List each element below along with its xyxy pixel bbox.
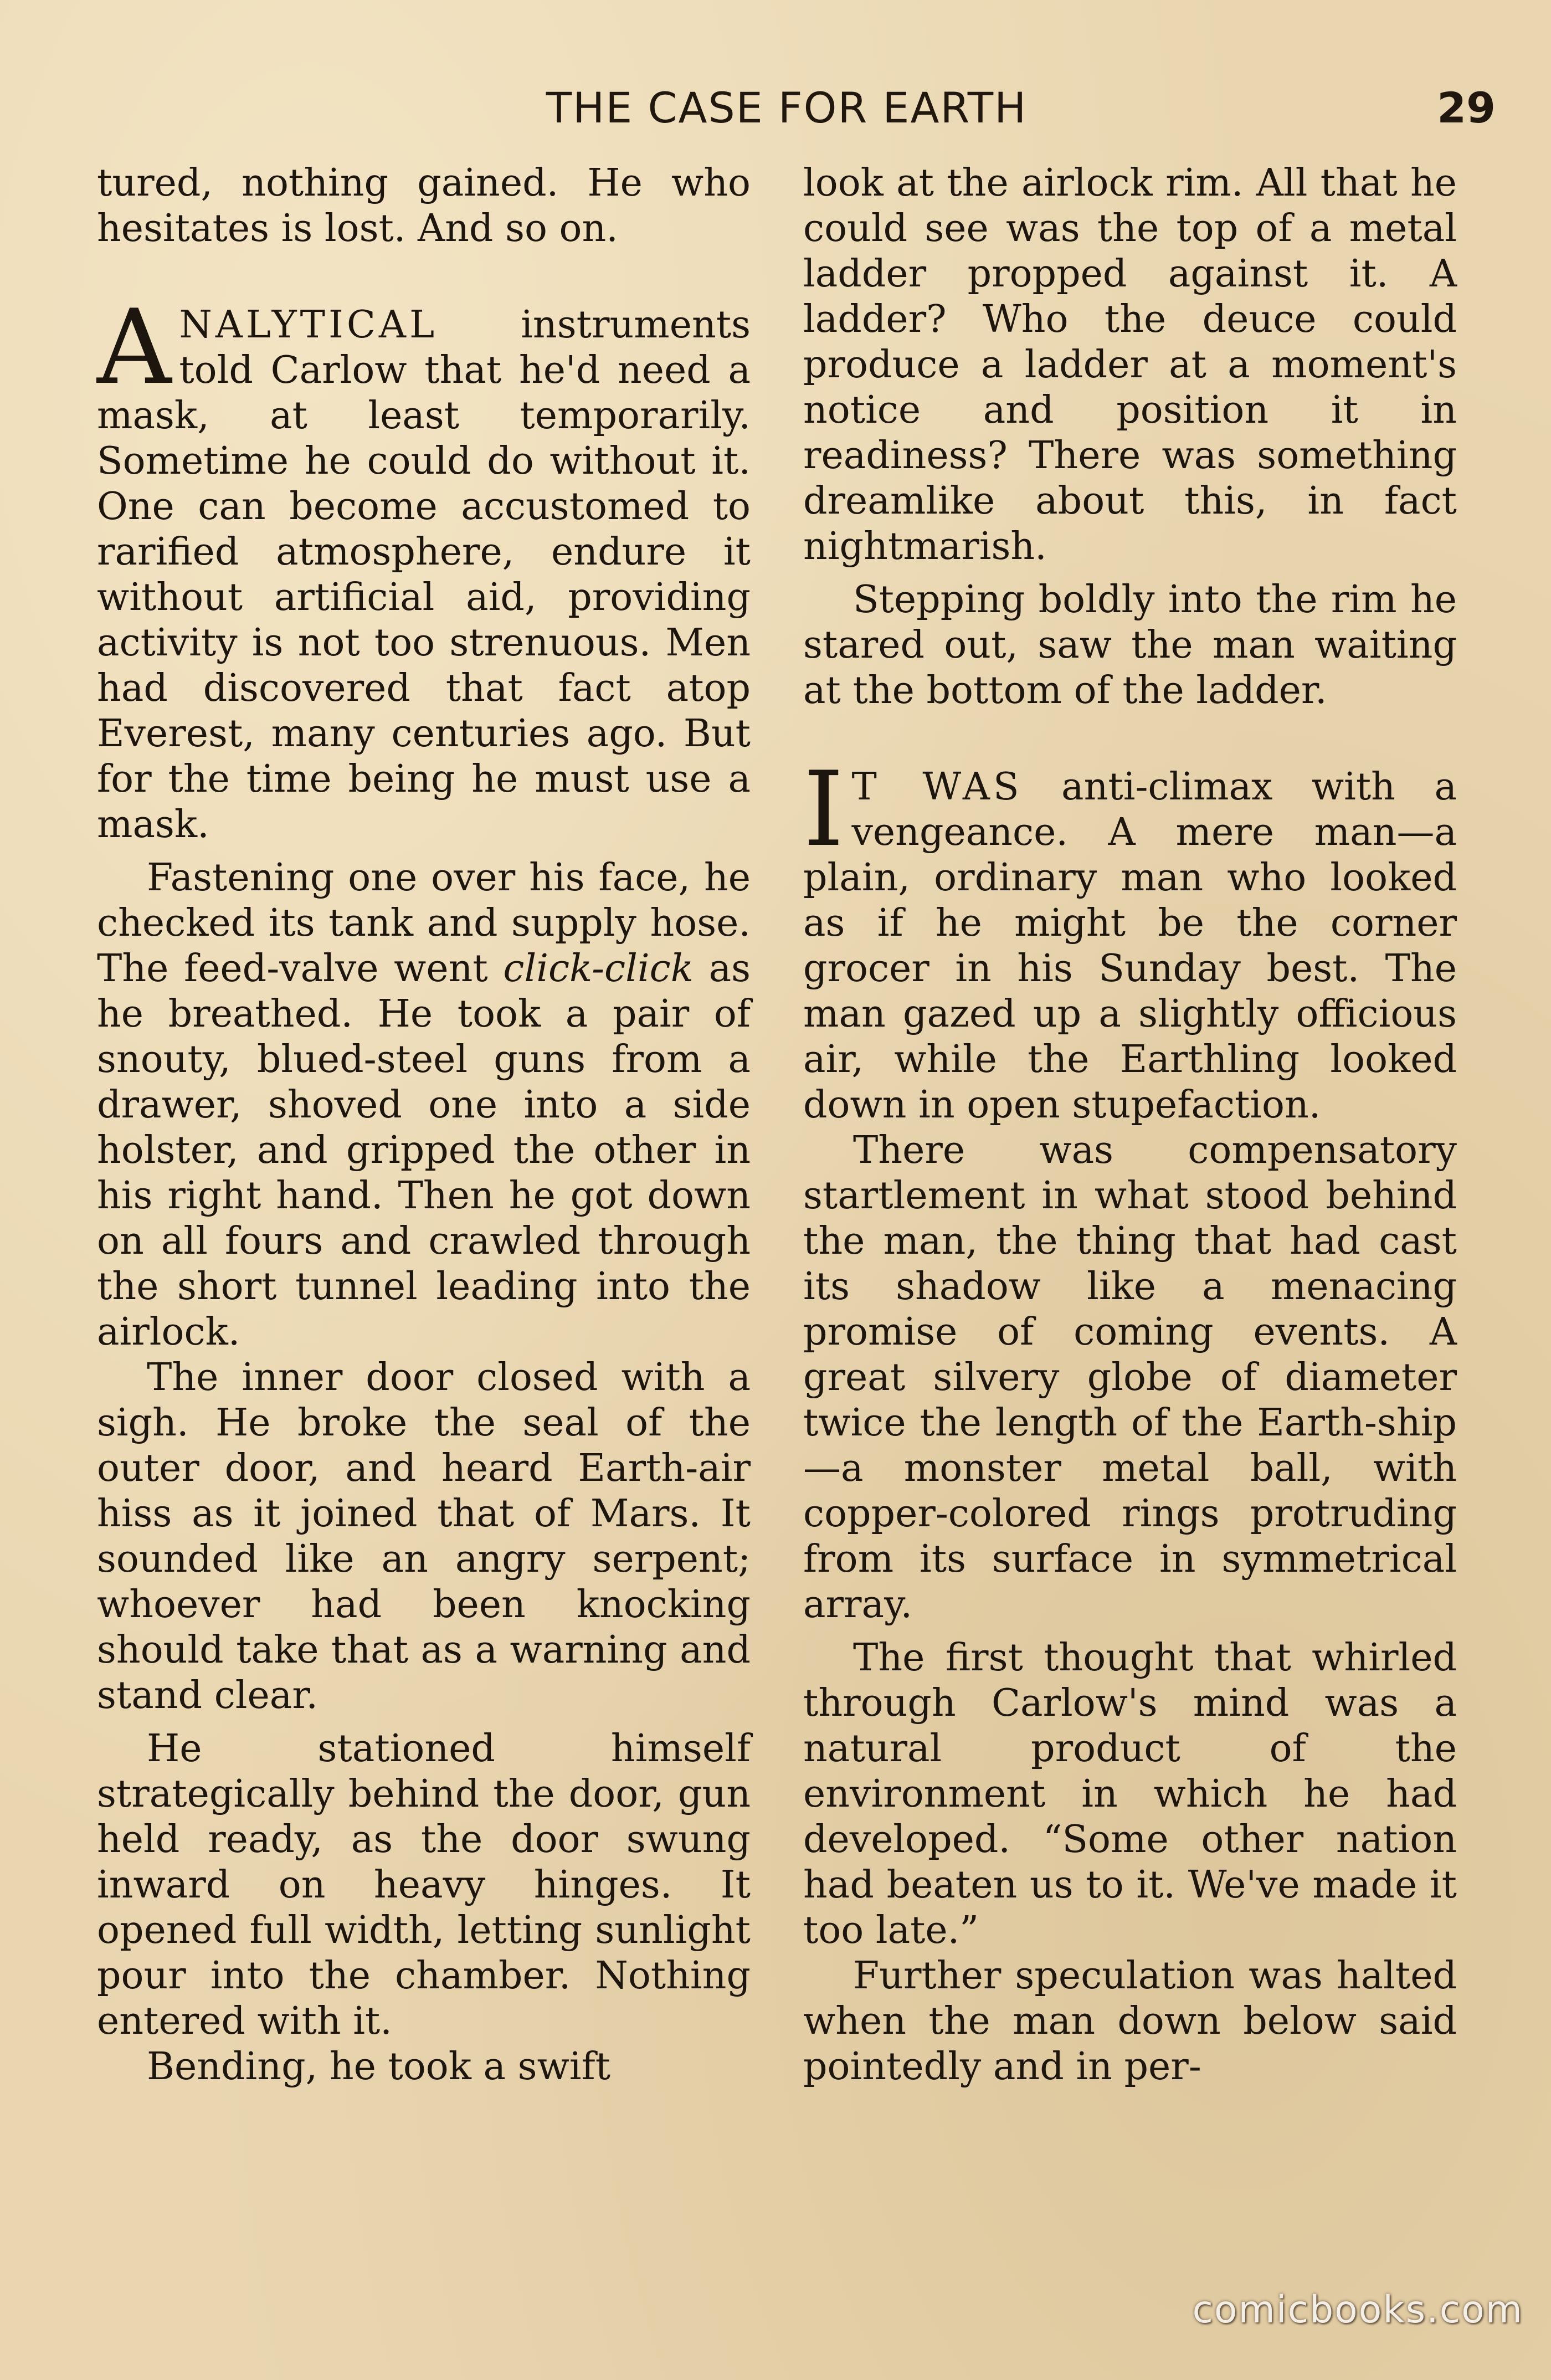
paragraph-1: look at the airlock rim. All that he could see was the top of a metal ladder propped against it. A ladder? Who the deuce could produce a ladder at a moment's notice and position it in readiness? There was something dreamlike about this, in fact nightmarish. [803, 161, 1457, 568]
lead-in-text: NALYTICAL [179, 303, 438, 347]
paragraph-3 [803, 749, 1457, 1128]
paragraph-2: Stepping boldly into the rim he stared out, saw the man waiting at the bottom of the ladder. [803, 578, 1457, 712]
paragraph-4: There was compensatory startlement in what stood behind the man, the thing that had cast its shadow like a menacing promise of coming events. A great silvery globe of diameter twice the length of the Earth-ship—a monster metal ball, with copper-colored rings protruding from its surface in symmetrical array. [803, 1129, 1457, 1627]
italic-text: click-click [503, 947, 694, 991]
watermark: comicbooks.com [1192, 2288, 1523, 2332]
paragraph-text: Fastening one over his face, he checked its tank and supply hose. The feed-valve went [97, 856, 751, 991]
paragraph-text: as he breathed. He took a pair of snouty, blued-steel guns from a drawer, shoved one into a side holster, and gripped the other in his right hand. Then he got down on all fours and crawled through the short tunnel leading into the airlock. [97, 947, 751, 1354]
right-column [803, 161, 1457, 2090]
paragraph-1: tured, nothing gained. He who hesitates is lost. And so on. [97, 161, 751, 250]
drop-cap: I [803, 749, 844, 869]
paragraph-5: The first thought that whirled through Carlow's mind was a natural product of the environment in which he had developed. “Some other nation had beaten us to it. We've made it too late.” [803, 1636, 1457, 1952]
paragraph-2 [97, 287, 751, 848]
paragraph-5: He stationed himself strategically behind the door, gun held ready, as the door swung inward on heavy hinges. It opened full width, letting sunlight pour into the chamber. Nothing entered with it. [97, 1727, 751, 2043]
running-head [0, 83, 1551, 144]
lead-in-text: T WAS [851, 765, 1023, 809]
left-column [97, 161, 751, 2090]
running-title: THE CASE FOR EARTH [546, 83, 1028, 132]
paragraph-4: The inner door closed with a sigh. He broke the seal of the outer door, and heard Earth-air hiss as it joined that of Mars. It sounded like an angry serpent; whoever had been knocking should take that as a warning and stand clear. [97, 1356, 751, 1717]
page-number: 29 [1437, 83, 1496, 132]
paragraph-6: Further speculation was halted when the man down below said pointedly and in per- [803, 1954, 1457, 2089]
paragraph-text: anti-climax with a vengeance. A mere man—a plain, ordinary man who looked as if he might be the corner grocer in his Sunday best. The man gazed up a slightly officious air, while the Earthling looked down in open stupefaction. [803, 765, 1457, 1127]
paragraph-text: instruments told Carlow that he'd need a mask, at least temporarily. Sometime he could do without it. One can become accustomed to rarified atmosphere, endure it without artificial aid, providing activity is not too strenuous. Men had discovered that fact atop Everest, many centuries ago. But for the time being he must use a mask. [97, 303, 751, 847]
paragraph-3 [97, 855, 751, 1355]
drop-cap: A [97, 287, 172, 407]
paragraph-6: Bending, he took a swift [147, 2045, 611, 2089]
